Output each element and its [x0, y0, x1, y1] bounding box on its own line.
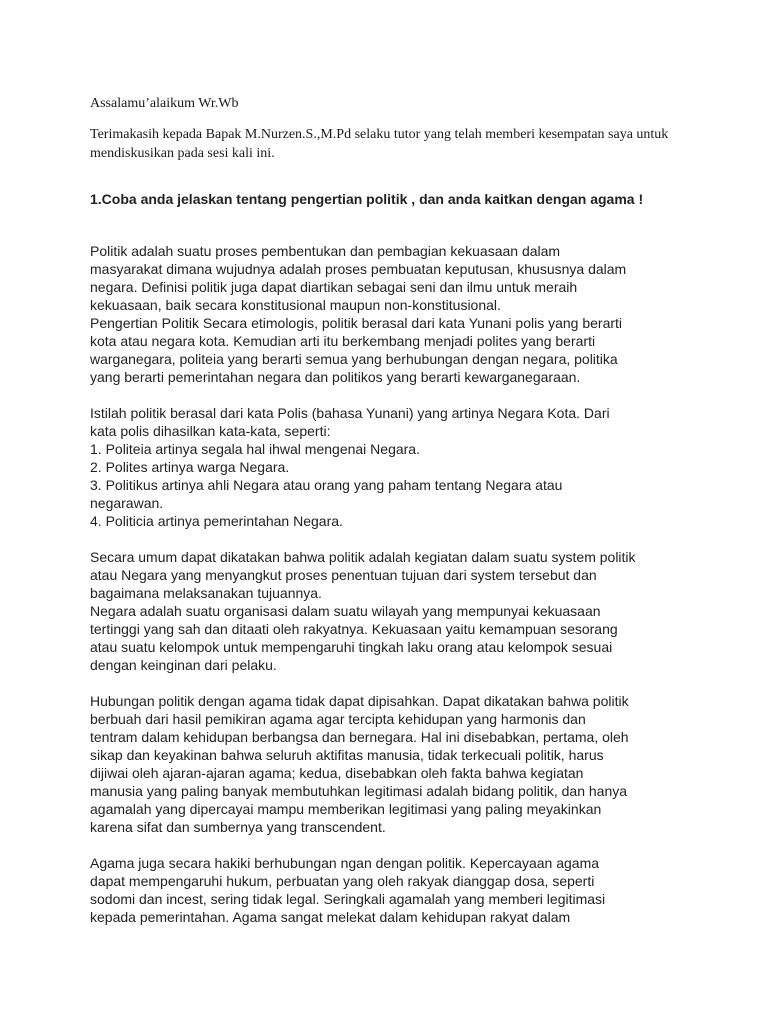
paragraph-line: tentram dalam kehidupan berbangsa dan bernegara. Hal ini disebabkan, pertama, oleh [90, 729, 629, 745]
paragraph-line: negara. Definisi politik juga dapat diartikan sebagai seni dan ilmu untuk meraih [90, 279, 578, 295]
paragraph-line: yang berarti pemerintahan negara dan politikos yang berarti kewarganegaraan. [90, 369, 581, 385]
paragraph-line: karena sifat dan sumbernya yang transcendent. [90, 819, 386, 835]
paragraph-religion-politics [90, 854, 690, 926]
list-item: negarawan. [90, 495, 164, 511]
paragraph-line: Secara umum dapat dikatakan bahwa politik adalah kegiatan dalam suatu system politik [90, 549, 636, 565]
list-item: 2. Polites artinya warga Negara. [90, 459, 290, 475]
paragraph-definition [90, 242, 690, 386]
thanks-text: Terimakasih kepada Bapak M.Nurzen.S.,M.Pd selaku tutor yang telah memberi kesempatan saya untuk mendiskusikan pada sesi kali ini. [90, 127, 669, 161]
paragraph-line: tertinggi yang sah dan ditaati oleh rakyatnya. Kekuasaan yaitu kemampuan sesorang [90, 621, 618, 637]
paragraph-line: dengan keinginan dari pelaku. [90, 657, 277, 673]
list-item: 3. Politikus artinya ahli Negara atau orang yang paham tentang Negara atau [90, 477, 563, 493]
paragraph-line: atau Negara yang menyangkut proses penentuan tujuan dari system tersebut dan [90, 567, 597, 583]
paragraph-line: manusia yang paling banyak membutuhkan legitimasi adalah bidang politik, dan hanya [90, 783, 628, 799]
paragraph-line: Agama juga secara hakiki berhubungan ngan dengan politik. Kepercayaan agama [90, 855, 600, 871]
question-heading: 1.Coba anda jelaskan tentang pengertian politik , dan anda kaitkan dengan agama ! [90, 191, 644, 207]
paragraph-line: Politik adalah suatu proses pembentukan dan pembagian kekuasaan dalam [90, 243, 561, 259]
paragraph-religion-relation [90, 692, 690, 836]
paragraph-line: dijiwai oleh ajaran-ajaran agama; kedua, disebabkan oleh fakta bahwa kegiatan [90, 765, 584, 781]
paragraph-line: masyarakat dimana wujudnya adalah proses pembuatan keputusan, khususnya dalam [90, 261, 627, 277]
paragraph-line: Hubungan politik dengan agama tidak dapat dipisahkan. Dapat dikatakan bahwa politik [90, 693, 629, 709]
paragraph-line: sikap dan keyakinan bahwa seluruh aktifitas manusia, tidak terkecuali politik, harus [90, 747, 604, 763]
paragraph-etymology [90, 404, 690, 530]
paragraph-line: kepada pemerintahan. Agama sangat melekat dalam kehidupan rakyat dalam [90, 909, 571, 925]
paragraph-line: kekuasaan, baik secara konstitusional maupun non-konstitusional. [90, 297, 501, 313]
paragraph-line: Negara adalah suatu organisasi dalam suatu wilayah yang mempunyai kekuasaan [90, 603, 601, 619]
list-item: 4. Politicia artinya pemerintahan Negara. [90, 513, 343, 529]
paragraph-line: berbuah dari hasil pemikiran agama agar tercipta kehidupan yang harmonis dan [90, 711, 586, 727]
paragraph-line: agamalah yang dipercayai mampu memberikan legitimasi yang paling meyakinkan [90, 801, 602, 817]
paragraph-line: Pengertian Politik Secara etimologis, politik berasal dari kata Yunani polis yang berarti [90, 315, 623, 331]
paragraph-line: sodomi dan incest, sering tidak legal. Seringkali agamalah yang memberi legitimasi [90, 891, 606, 907]
greeting-text: Assalamu’alaikum Wr.Wb [90, 96, 239, 111]
paragraph-line: Istilah politik berasal dari kata Polis (bahasa Yunani) yang artinya Negara Kota. Dari [90, 405, 610, 421]
paragraph-line: dapat mempengaruhi hukum, perbuatan yang oleh rakyak dianggap dosa, seperti [90, 873, 595, 889]
paragraph-line: kata polis dihasilkan kata-kata, seperti: [90, 423, 331, 439]
paragraph-line: warganegara, politeia yang berarti semua yang berhubungan dengan negara, politika [90, 351, 618, 367]
list-item: 1. Politeia artinya segala hal ihwal mengenai Negara. [90, 441, 420, 457]
paragraph-line: atau suatu kelompok untuk mempengaruhi tingkah laku orang atau kelompok sesuai [90, 639, 613, 655]
paragraph-line: bagaimana melaksanakan tujuannya. [90, 585, 322, 601]
paragraph-line: kota atau negara kota. Kemudian arti itu berkembang menjadi polites yang berarti [90, 333, 596, 349]
paragraph-general [90, 548, 690, 674]
